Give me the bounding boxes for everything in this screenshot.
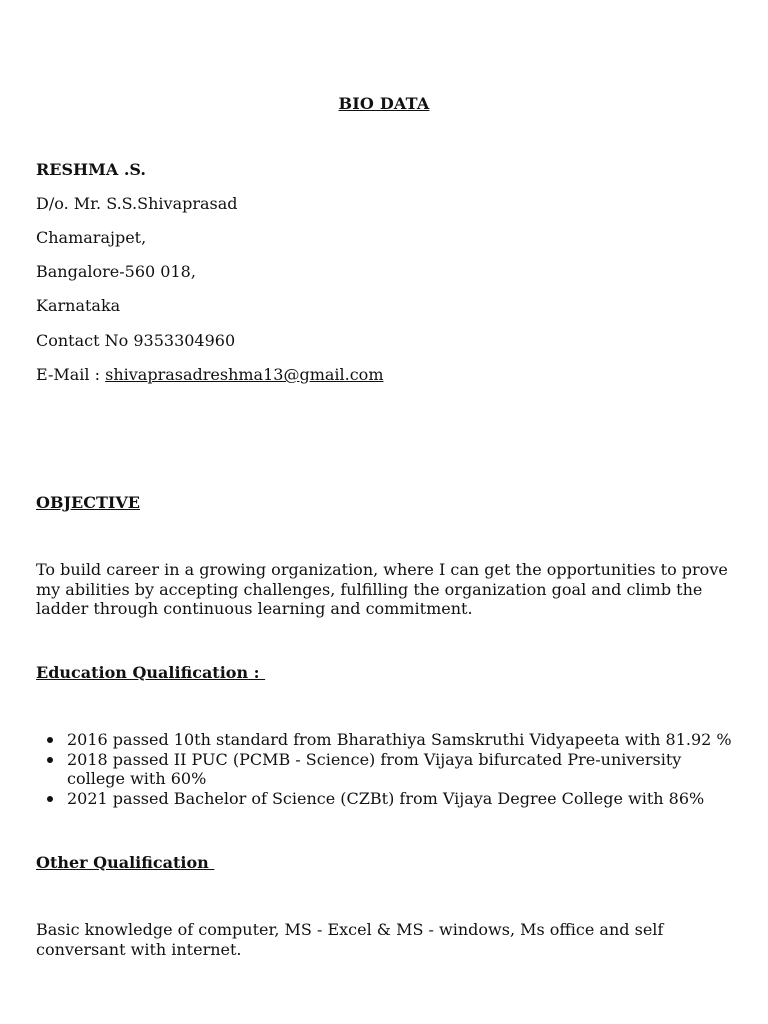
education-item-text: 2018 passed II PUC (PCMB - Science) from Vijaya bifurcated Pre-university college with 60% [67, 749, 682, 788]
objective-text: To build career in a growing organization, where I can get the opportunities to prove my abilities by accepting challenges, fulfilling the organization goal and climb the ladder through continuous learning and commitment. [36, 560, 728, 618]
applicant-name: RESHMA .S. [36, 160, 146, 179]
address-line-1: Chamarajpet, [36, 228, 147, 247]
contact-number: Contact No 9353304960 [36, 331, 236, 350]
bullet-icon [47, 737, 53, 743]
education-item-text: 2016 passed 10th standard from Bharathiya Samskruthi Vidyapeeta with 81.92 % [67, 730, 732, 749]
address-state: Karnataka [36, 296, 121, 315]
list-item [36, 750, 736, 789]
address-line-2: Bangalore-560 018, [36, 262, 196, 281]
other-qualification-heading: Other Qualification [36, 853, 215, 872]
email-link[interactable]: shivaprasadreshma13@gmail.com [105, 365, 384, 384]
email-label: E-Mail : [36, 365, 106, 384]
other-qualification-text: Basic knowledge of computer, MS - Excel & MS - windows, Ms office and self conversant with internet. [36, 920, 664, 959]
email-line [36, 365, 383, 384]
bullet-icon [47, 757, 53, 763]
document-title: BIO DATA [338, 94, 430, 113]
objective-heading: OBJECTIVE [36, 493, 140, 512]
education-item-text: 2021 passed Bachelor of Science (CZBt) from Vijaya Degree College with 86% [67, 788, 705, 808]
parent-name: D/o. Mr. S.S.Shivaprasad [36, 194, 238, 213]
education-heading: Education Qualification : [36, 663, 266, 682]
list-item [36, 730, 736, 750]
list-item [36, 789, 736, 809]
bullet-icon [47, 796, 53, 802]
education-list [36, 730, 736, 808]
